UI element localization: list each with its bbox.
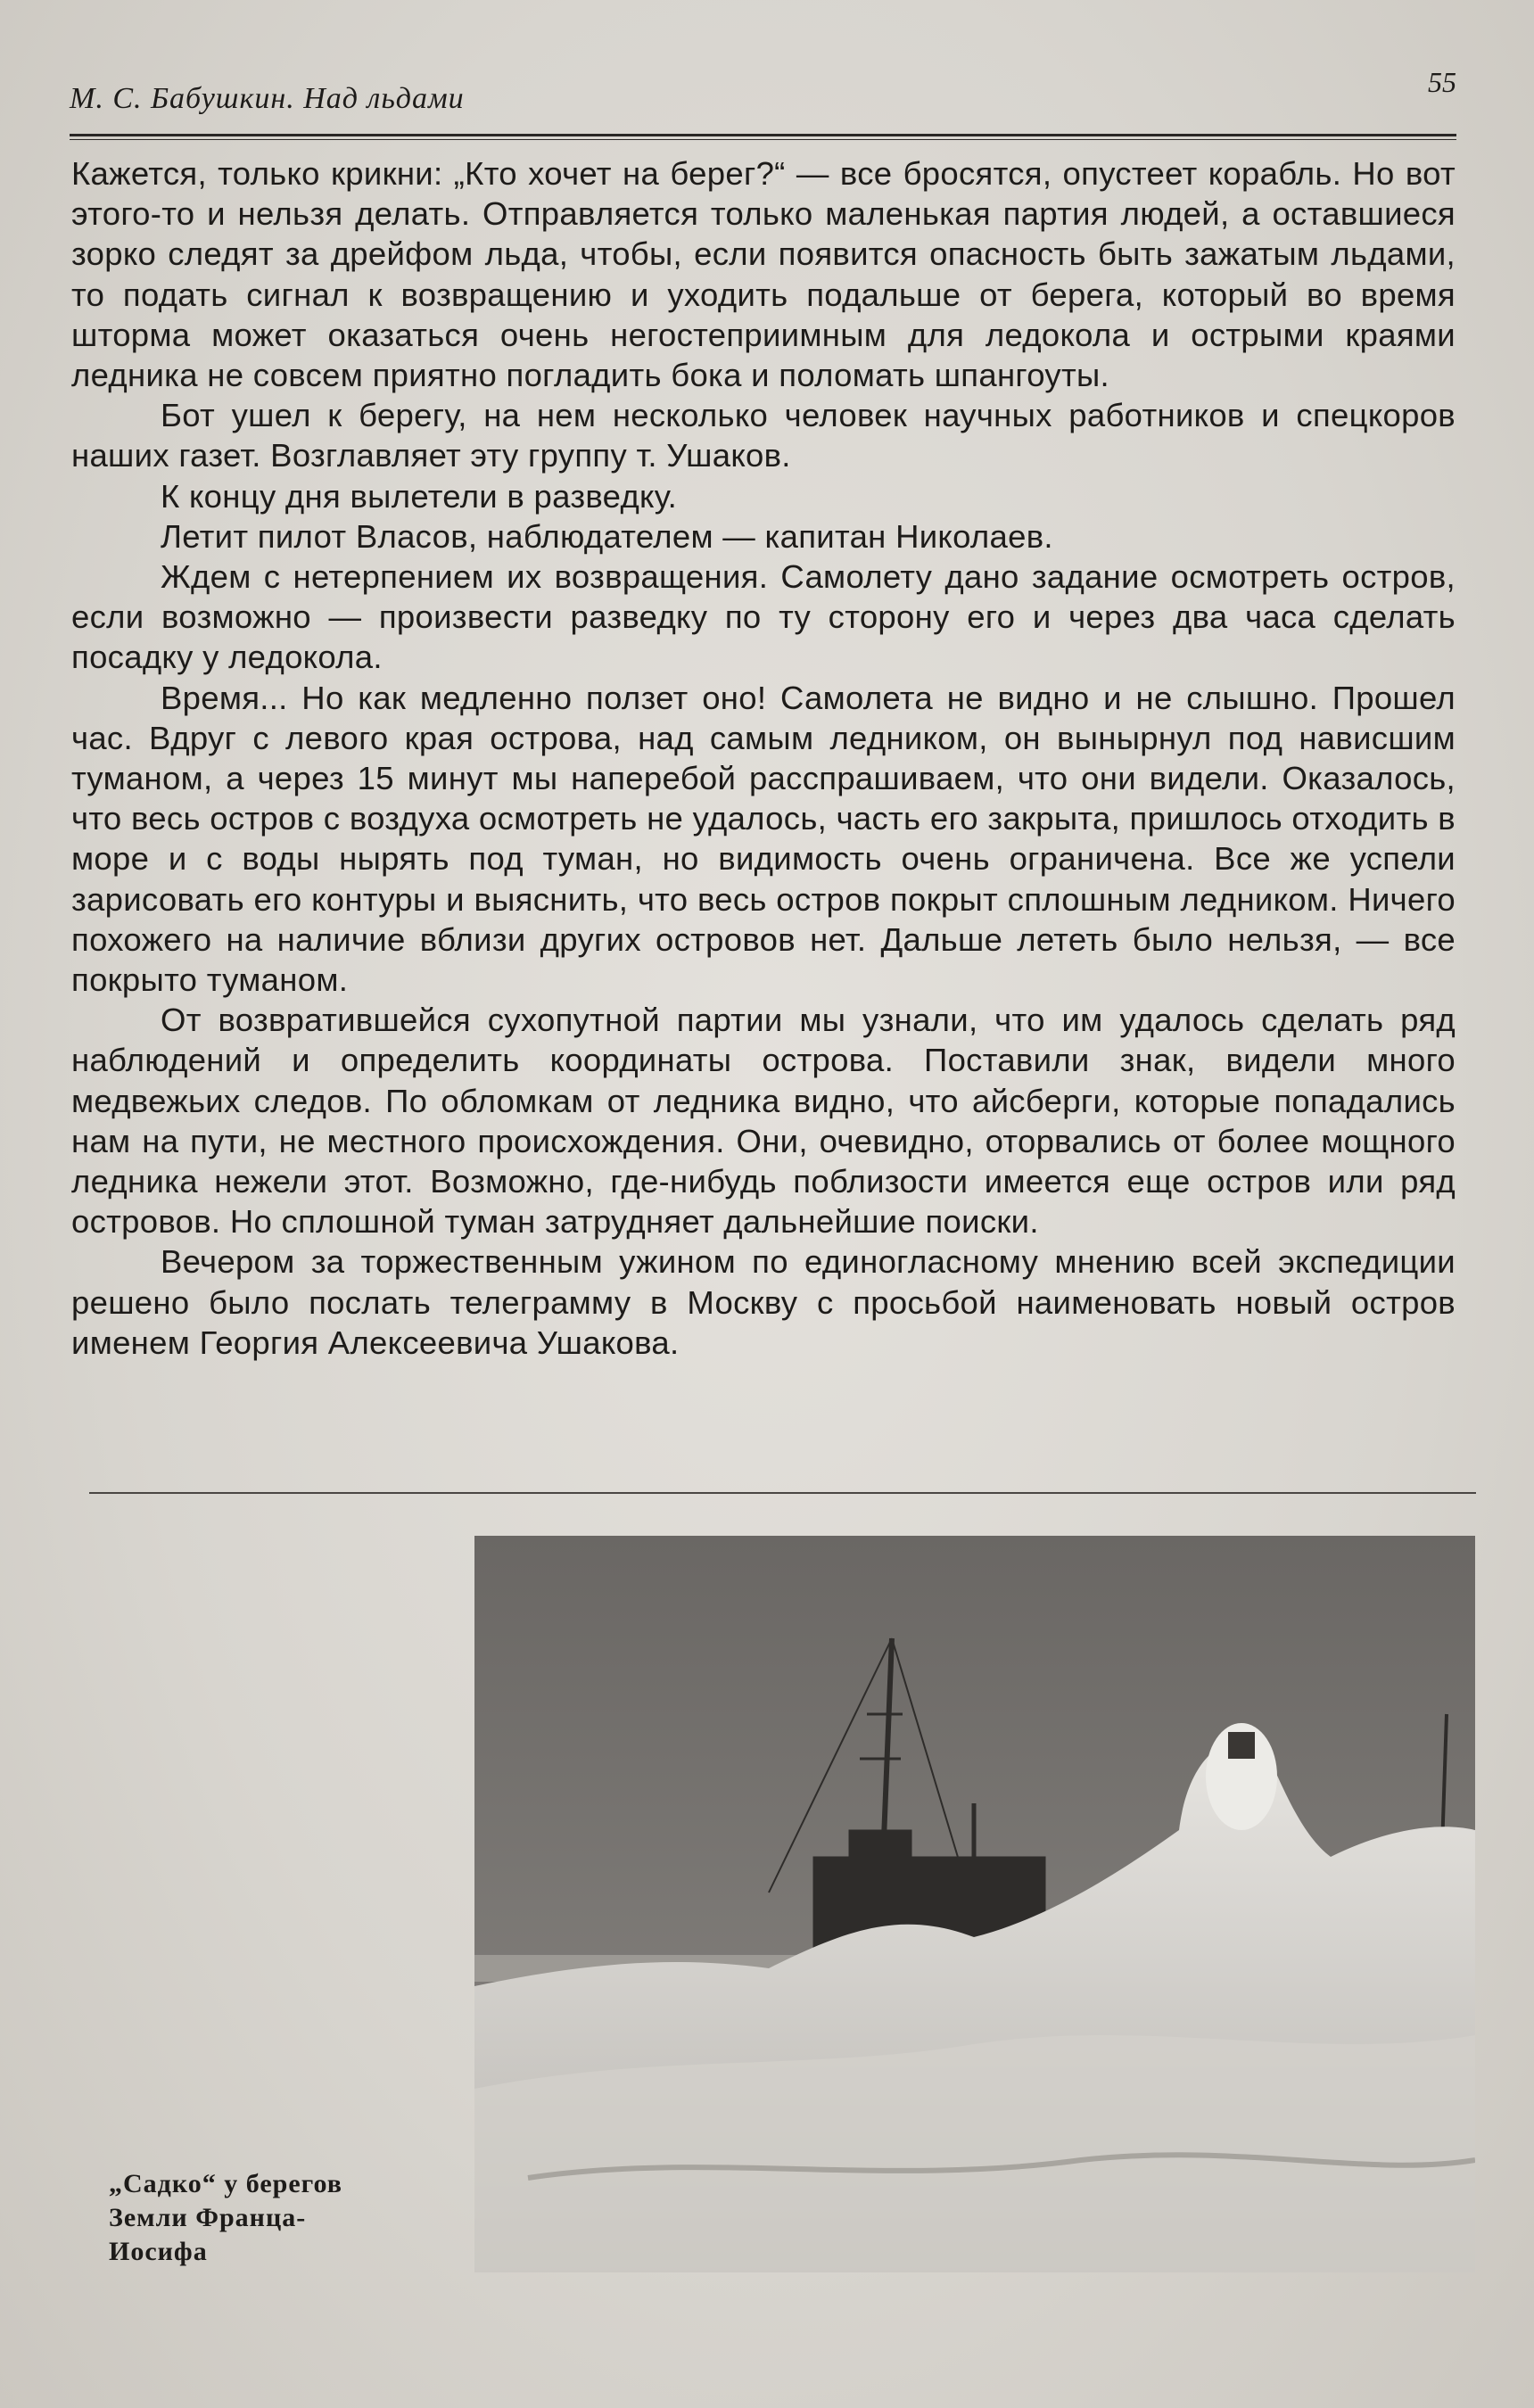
paragraph: Время... Но как медленно ползет оно! Самолета не видно и не слышно. Прошел час. Вдруг с левого края острова, над самым ледником, он вынырнул под нависшим туманом, а через 15 минут мы наперебой расспрашиваем, что они видели. Оказалось, что весь остров с воздуха осмотреть не удалось, часть его закрыта, пришлось отходить в море и с воды нырять под туман, но видимость очень ограничена. Все же успели зарисовать его контуры и выяснить, что весь остров покрыт сплошным ледником. Ничего похожего на наличие вблизи других островов нет. Дальше лететь было нельзя, — все покрыто туманом. bbox=[71, 679, 1456, 999]
caption-line: „Садко“ у берегов bbox=[109, 2169, 342, 2198]
header-rule bbox=[70, 134, 1456, 140]
photo-illustration bbox=[474, 1536, 1475, 2272]
paragraph: К концу дня вылетели в разведку. bbox=[161, 477, 678, 515]
paragraph: От возвратившейся сухопутной партии мы узнали, что им удалось сделать ряд наблюдений и определить координаты острова. Поставили знак, видели много медвежьих следов. По обломкам от ледника видно, что айсберги, которые попадались нам на пути, не местного происхождения. Они, очевидно, оторвались от более мощного ледника нежели этот. Возможно, где-нибудь поблизости имеется еще остров или ряд островов. Но сплошной туман затрудняет дальнейшие поиски. bbox=[71, 1002, 1456, 1241]
paragraph: Кажется, только крикни: „Кто хочет на берег?“ — все бросятся, опустеет корабль. Но вот этого-то и нельзя делать. Отправляется только маленькая партия людей, а оставшиеся зорко следят за дрейфом льда, чтобы, если появится опасность быть зажатым льдами, то подать сигнал к возвращению и уходить подальше от берега, который во время шторма может оказаться очень негостеприимным для ледокола и острыми краями ледника не совсем приятно погладить бока и поломать шпангоуты. bbox=[71, 155, 1456, 394]
body-text bbox=[71, 153, 1456, 1363]
caption-line: Иосифа bbox=[109, 2237, 208, 2266]
section-rule bbox=[89, 1492, 1476, 1494]
paragraph: Ждем с нетерпением их возвращения. Самолету дано задание осмотреть остров, если возможно — произвести разведку по ту сторону его и через два часа сделать посадку у ледокола. bbox=[71, 558, 1456, 676]
running-head: М. С. Бабушкин. Над льдами bbox=[70, 82, 465, 115]
paragraph: Бот ушел к берегу, на нем несколько человек научных работников и спецкоров наших газет. Возглавляет эту группу т. Ушаков. bbox=[71, 397, 1456, 474]
paragraph: Летит пилот Власов, наблюдателем — капитан Николаев. bbox=[161, 517, 1053, 555]
paragraph: Вечером за торжественным ужином по единогласному мнению всей экспедиции решено было послать телеграмму в Москву с просьбой наименовать новый остров именем Георгия Алексеевича Ушакова. bbox=[71, 1243, 1456, 1361]
caption-line: Земли Франца- bbox=[109, 2203, 307, 2232]
page-number: 55 bbox=[1428, 66, 1456, 98]
photo-caption bbox=[109, 2167, 448, 2269]
photo-ship-in-ice bbox=[474, 1536, 1475, 2272]
page-header bbox=[70, 62, 1456, 134]
